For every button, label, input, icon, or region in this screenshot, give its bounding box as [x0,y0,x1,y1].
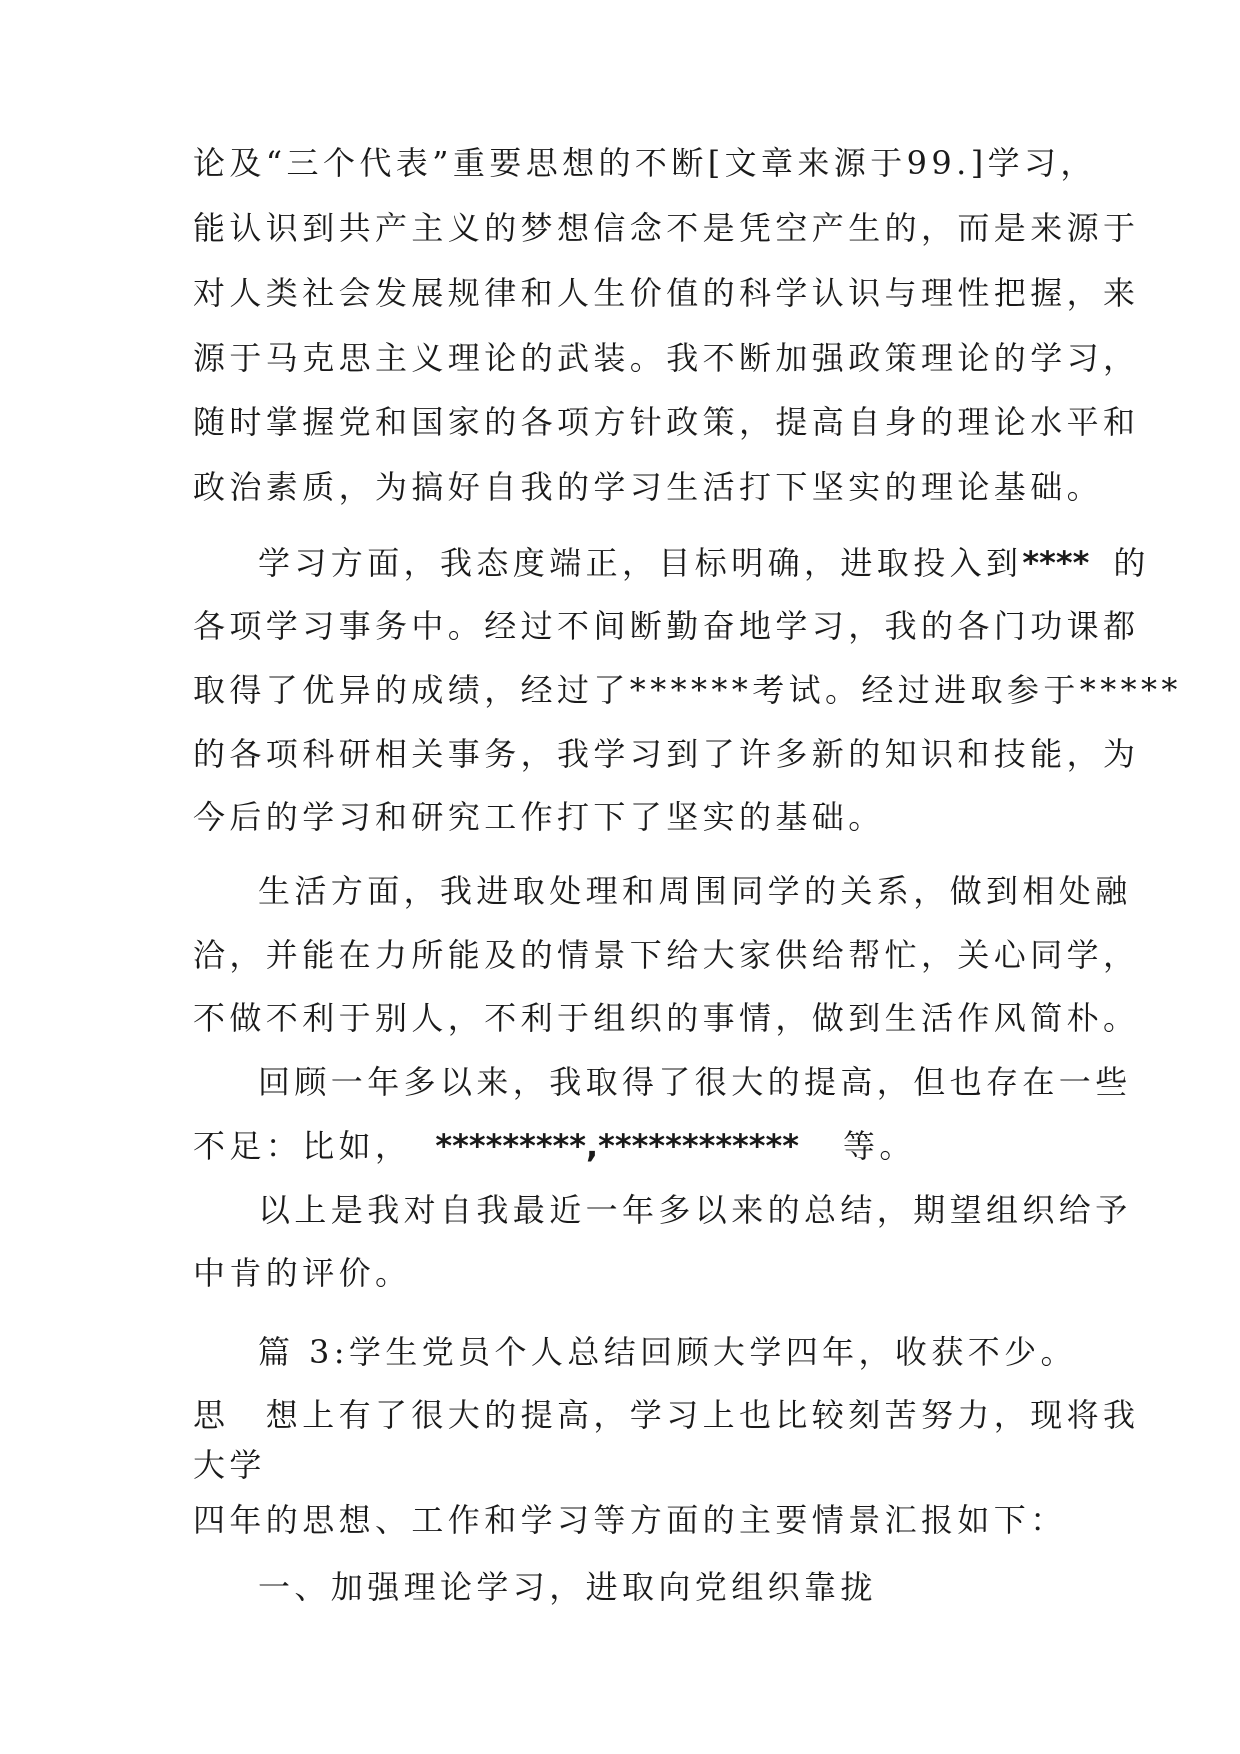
text-line: 不做不利于别人，不利于组织的事情，做到生活作风简朴。 [193,999,1140,1037]
text-line: 各项学习事务中。经过不间断勤奋地学习，我的各门功课都 [193,607,1140,645]
text-segment: 的 [1113,544,1150,582]
text-line: 生活方面，我进取处理和周围同学的关系，做到相处融 [258,872,1132,910]
text-line: 源于马克思主义理论的武装。我不断加强政策理论的学习， [193,339,1140,377]
text-line: 回顾一年多以来，我取得了很大的提高，但也存在一些 [258,1063,1132,1101]
text-segment: 等。 [842,1127,916,1165]
subsection-heading: 一、加强理论学习，进取向党组织靠拢 [258,1568,877,1606]
text-segment: 学习方面，我态度端正，目标明确，进取投入到 [258,544,1023,582]
redacted-text: **** [1022,544,1090,582]
paragraph-study-first-line [258,543,1150,583]
text-line: 中肯的评价。 [193,1254,412,1292]
redacted-text: *********,************ [435,1127,799,1165]
text-line: 思 想上有了很大的提高，学习上也比较刻苦努力，现将我 [193,1396,1140,1434]
text-line: 取得了优异的成绩，经过了******考试。经过进取参于***** [193,671,1182,709]
text-line: 洽，并能在力所能及的情景下给大家供给帮忙，关心同学， [193,936,1140,974]
text-line: 的各项科研相关事务，我学习到了许多新的知识和技能，为 [193,735,1140,773]
text-line: 大学 [193,1446,266,1484]
text-line: 随时掌握党和国家的各项方针政策，提高自身的理论水平和 [193,403,1140,441]
text-line: 今后的学习和研究工作打下了坚实的基础。 [193,798,885,836]
text-line: 论及“三个代表”重要思想的不断[文章来源于99.]学习， [193,144,1097,182]
text-line: 以上是我对自我最近一年多以来的总结，期望组织给予 [258,1191,1132,1229]
insufficiency-line [193,1126,916,1166]
text-segment: 不足：比如， [193,1127,412,1165]
text-line: 能认识到共产主义的梦想信念不是凭空产生的，而是来源于 [193,209,1140,247]
section-heading: 篇 3:学生党员个人总结回顾大学四年，收获不少。 [258,1333,1077,1371]
text-line: 四年的思想、工作和学习等方面的主要情景汇报如下： [193,1501,1067,1539]
text-line: 对人类社会发展规律和人生价值的科学认识与理性把握，来 [193,274,1140,312]
text-line: 政治素质，为搞好自我的学习生活打下坚实的理论基础。 [193,468,1104,506]
